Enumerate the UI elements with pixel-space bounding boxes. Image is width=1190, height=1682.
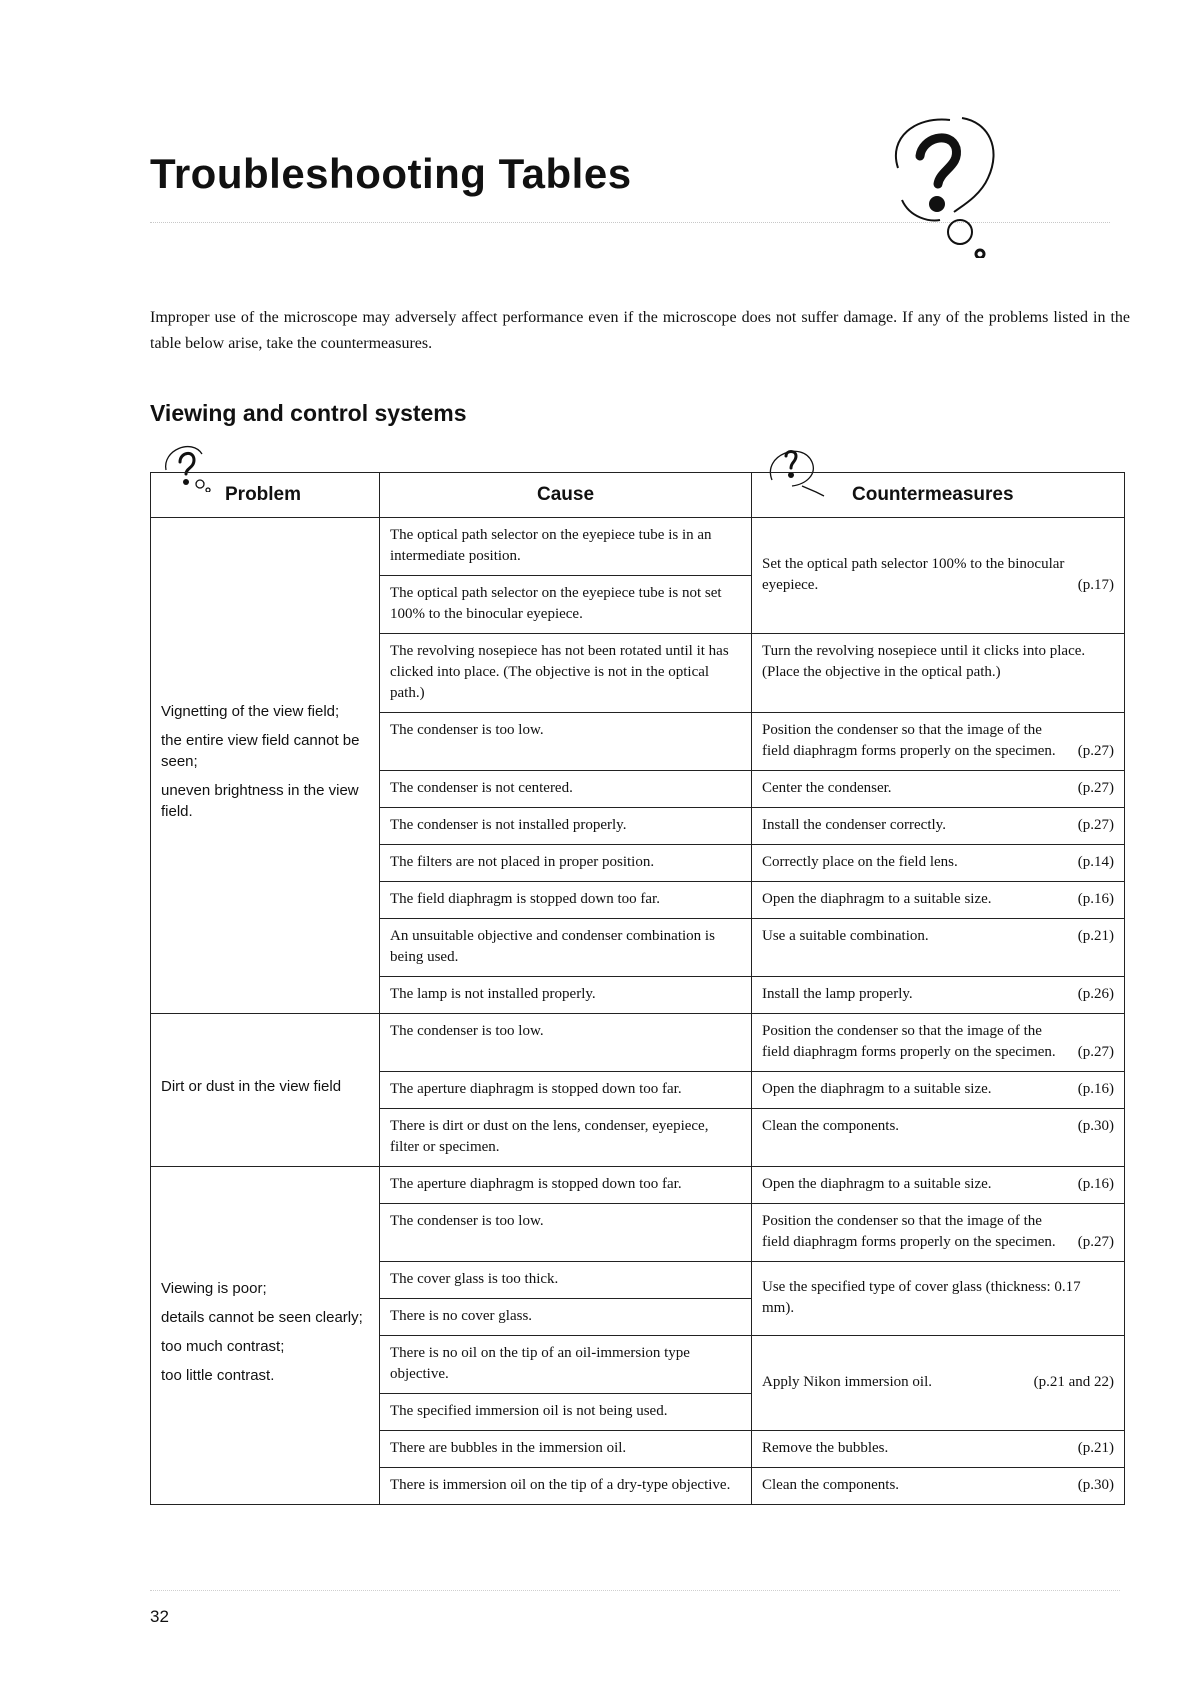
page-reference: (p.30): [1077, 1477, 1114, 1493]
page-reference: (p.27): [1077, 743, 1114, 759]
countermeasure-text: Position the condenser so that the image of the field diaphragm forms properly on the specimen.: [762, 722, 1056, 759]
header-countermeasures: Countermeasures: [752, 473, 1125, 518]
cause-text: There is no cover glass.: [380, 1298, 751, 1335]
page-reference: (p.27): [1077, 1234, 1114, 1250]
cause-text: The condenser is too low.: [390, 1213, 544, 1229]
countermeasure-text: Correctly place on the field lens.: [762, 854, 958, 870]
problem-text: Dirt or dust in the view field: [161, 1077, 342, 1095]
cause-cell: [380, 1014, 752, 1072]
cause-cell: [380, 634, 752, 713]
countermeasure-text: Use the specified type of cover glass (thickness: 0.17 mm).: [762, 1279, 1081, 1316]
cause-text: The field diaphragm is stopped down too far.: [390, 891, 660, 907]
cause-cell: [380, 1262, 752, 1336]
cause-text: There are bubbles in the immersion oil.: [390, 1440, 627, 1456]
header-problem: Problem: [151, 473, 380, 518]
problem-cell: [151, 1014, 380, 1167]
page-reference: (p.30): [1077, 1118, 1114, 1134]
countermeasure-cell: [752, 882, 1125, 919]
table-body: [151, 518, 1125, 1505]
cause-text: The aperture diaphragm is stopped down too far.: [390, 1176, 682, 1192]
problem-cell: [151, 1167, 380, 1505]
problem-text: details cannot be seen clearly;: [161, 1308, 363, 1326]
cause-text: The condenser is too low.: [390, 1023, 544, 1039]
question-mark-icon: [880, 108, 1010, 258]
table-row: [151, 1014, 1125, 1072]
cause-cell: [380, 882, 752, 919]
countermeasure-text: Center the condenser.: [762, 780, 892, 796]
page-reference: (p.27): [1077, 817, 1114, 833]
table-row: [151, 1167, 1125, 1204]
page-reference: (p.27): [1077, 780, 1114, 796]
cause-text: The specified immersion oil is not being used.: [380, 1393, 751, 1430]
section-title: Viewing and control systems: [150, 400, 467, 426]
page-reference: (p.21): [1077, 1440, 1114, 1456]
countermeasure-text: Turn the revolving nosepiece until it clicks into place. (Place the objective in the optical path.): [762, 643, 1086, 680]
cause-text: An unsuitable objective and condenser combination is being used.: [390, 928, 715, 965]
countermeasure-text: Apply Nikon immersion oil.: [762, 1374, 932, 1390]
cause-text: The aperture diaphragm is stopped down too far.: [390, 1081, 682, 1097]
countermeasure-text: Position the condenser so that the image of the field diaphragm forms properly on the specimen.: [762, 1213, 1056, 1250]
page-reference: (p.17): [1077, 577, 1114, 593]
problem-text: the entire view field cannot be seen;: [161, 732, 360, 770]
cause-text: There is immersion oil on the tip of a dry-type objective.: [390, 1477, 731, 1493]
cause-cell: [380, 1336, 752, 1431]
countermeasure-text: Open the diaphragm to a suitable size.: [762, 1081, 992, 1097]
countermeasure-cell: [752, 1109, 1125, 1167]
problem-text: Vignetting of the view field;: [161, 703, 340, 720]
countermeasure-cell: [752, 771, 1125, 808]
countermeasure-cell: [752, 1072, 1125, 1109]
cause-cell: [380, 1204, 752, 1262]
cause-text: The optical path selector on the eyepiece tube is in an intermediate position.: [390, 527, 712, 564]
countermeasure-text: Position the condenser so that the image of the field diaphragm forms properly on the specimen.: [762, 1023, 1056, 1060]
cause-text: The revolving nosepiece has not been rotated until it has clicked into place. (The objective is not in the optical path.): [390, 643, 729, 701]
cause-cell: [380, 919, 752, 977]
page-reference: (p.21 and 22): [1033, 1374, 1114, 1390]
countermeasure-text: Set the optical path selector 100% to the binocular eyepiece.: [762, 556, 1065, 593]
countermeasure-cell: [752, 1336, 1125, 1431]
countermeasure-text: Open the diaphragm to a suitable size.: [762, 891, 992, 907]
countermeasure-cell: [752, 1431, 1125, 1468]
problem-text: too little contrast.: [161, 1366, 275, 1384]
cause-cell: [380, 808, 752, 845]
cause-cell: [380, 771, 752, 808]
countermeasure-text: Install the lamp properly.: [762, 986, 913, 1002]
page-reference: (p.16): [1077, 891, 1114, 907]
page-reference: (p.16): [1077, 1176, 1114, 1192]
countermeasure-cell: [752, 1262, 1125, 1336]
countermeasure-cell: [752, 808, 1125, 845]
table-header-row: [151, 473, 1125, 518]
countermeasure-text: Remove the bubbles.: [762, 1440, 889, 1456]
cause-text: The condenser is not centered.: [390, 780, 573, 796]
countermeasure-cell: [752, 919, 1125, 977]
cause-text: The lamp is not installed properly.: [390, 986, 596, 1002]
problem-text: Viewing is poor;: [161, 1279, 267, 1297]
cause-cell: [380, 1167, 752, 1204]
countermeasure-cell: [752, 518, 1125, 634]
troubleshooting-table: [150, 472, 1125, 1505]
table-row: [151, 518, 1125, 634]
cause-cell: [380, 1468, 752, 1505]
intro-paragraph: Improper use of the microscope may adversely affect performance even if the microscope does not suffer damage. If any of the problems listed in the table below arise, take the countermeasures.: [150, 309, 1130, 352]
cause-text: The filters are not placed in proper position.: [390, 854, 655, 870]
page-reference: (p.14): [1077, 854, 1114, 870]
countermeasure-text: Clean the components.: [762, 1477, 900, 1493]
cause-text: The optical path selector on the eyepiece tube is not set 100% to the binocular eyepiece.: [380, 575, 751, 633]
countermeasure-cell: [752, 1014, 1125, 1072]
countermeasure-text: Open the diaphragm to a suitable size.: [762, 1176, 992, 1192]
page-reference: (p.21): [1077, 928, 1114, 944]
page-reference: (p.16): [1077, 1081, 1114, 1097]
problem-cell: [151, 518, 380, 1014]
cause-text: The cover glass is too thick.: [390, 1271, 559, 1287]
countermeasure-cell: [752, 845, 1125, 882]
countermeasure-cell: [752, 977, 1125, 1014]
countermeasure-text: Use a suitable combination.: [762, 928, 929, 944]
countermeasure-cell: [752, 1167, 1125, 1204]
cause-text: There is no oil on the tip of an oil-immersion type objective.: [390, 1345, 690, 1382]
cause-cell: [380, 518, 752, 634]
header-cause: Cause: [380, 473, 752, 518]
countermeasure-cell: [752, 713, 1125, 771]
countermeasure-cell: [752, 1468, 1125, 1505]
cause-text: The condenser is not installed properly.: [390, 817, 627, 833]
countermeasure-cell: [752, 634, 1125, 713]
cause-cell: [380, 1109, 752, 1167]
page-title: Troubleshooting Tables: [150, 150, 632, 197]
cause-cell: [380, 845, 752, 882]
footer-divider: [150, 1590, 1120, 1591]
countermeasure-text: Install the condenser correctly.: [762, 817, 946, 833]
page-number: 32: [150, 1607, 169, 1626]
countermeasure-text: Clean the components.: [762, 1118, 900, 1134]
page-reference: (p.27): [1077, 1044, 1114, 1060]
cause-cell: [380, 1431, 752, 1468]
cause-cell: [380, 977, 752, 1014]
countermeasure-cell: [752, 1204, 1125, 1262]
problem-text: too much contrast;: [161, 1337, 285, 1355]
cause-text: There is dirt or dust on the lens, condenser, eyepiece, filter or specimen.: [390, 1118, 709, 1155]
page-reference: (p.26): [1077, 986, 1114, 1002]
problem-text: uneven brightness in the view field.: [161, 782, 359, 820]
cause-text: The condenser is too low.: [390, 722, 544, 738]
cause-cell: [380, 713, 752, 771]
cause-cell: [380, 1072, 752, 1109]
